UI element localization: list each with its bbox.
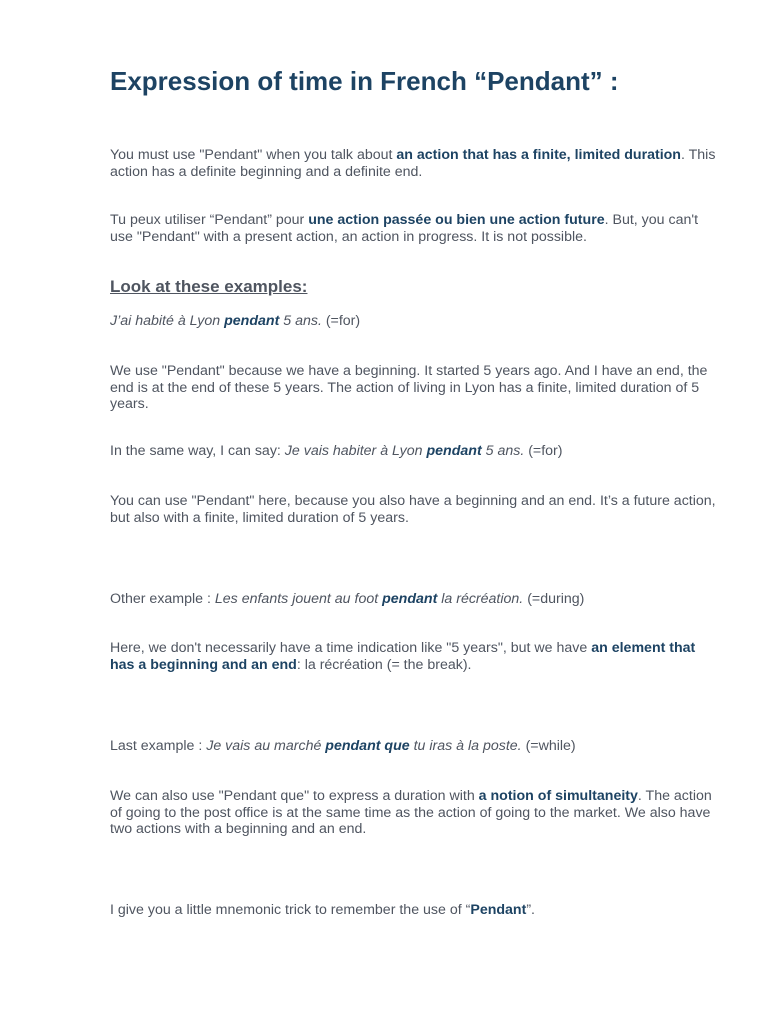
text: . This action has a definite beginning and a definite end. [110,147,716,180]
text: In the same way, I can say: [110,443,285,459]
keyword: pendant [382,591,438,607]
translation-note: (=while) [521,738,576,754]
french-text: la récréation. [437,591,524,607]
keyword: pendant [224,313,280,329]
example-1-explanation: We use "Pendant" because we have a beginning. It started 5 years ago. And I have an end, the end is at the end of these 5 years. The action of living in Lyon has a finite, limited duration of 5 years. [110,363,708,412]
text: I give you a little mnemonic trick to remember the use of “ [110,902,471,918]
french-text: 5 ans. [279,313,322,329]
example-3-explanation [110,640,720,673]
text: Other example : [110,591,215,607]
emphasis: Pendant [470,902,527,918]
translation-note: (=for) [321,313,361,329]
text: ”. [526,902,535,918]
translation-note: (=during) [523,591,585,607]
translation-note: (=for) [524,443,563,459]
example-1-sentence [110,313,720,330]
emphasis: an action that has a finite, limited duration [396,147,681,163]
text: We can also use "Pendant que" to express a duration with [110,788,479,804]
french-text: Les enfants jouent au foot [214,591,383,607]
examples-heading: Look at these examples: [110,277,308,296]
text: . But, you can't use "Pendant" with a present action, an action in progress. It is not possible. [110,212,699,245]
emphasis: une action passée ou bien une action future [308,212,605,228]
emphasis: an element that has a beginning and an end [110,640,696,673]
keyword: pendant [426,443,482,459]
french-text: Je vais au marché [206,738,326,754]
french-text: 5 ans. [481,443,525,459]
intro-paragraph-1 [110,147,720,180]
example-4-sentence [110,738,720,755]
emphasis: a notion of simultaneity [478,788,638,804]
closing-paragraph [110,902,720,919]
text: You must use "Pendant" when you talk about [110,147,397,163]
text: Last example : [110,738,207,754]
text: : la récréation (= the break). [296,656,472,673]
example-2-explanation: You can use "Pendant" here, because you also have a beginning and an end. It’s a future action, but also with a finite, limited duration of 5 years. [110,493,716,526]
text: . The action of going to the post office is at the same time as the action of going to the market. We also have two actions with a beginning and an end. [110,788,712,837]
text: Tu peux utiliser “Pendant” pour [110,212,309,228]
french-text: Je vais habiter à Lyon [284,443,427,459]
page-title: Expression of time in French “Pendant” : [110,66,619,96]
keyword: pendant que [325,738,410,754]
intro-paragraph-2 [110,212,720,245]
french-text: J’ai habité à Lyon [110,313,225,329]
example-2-sentence [110,443,720,460]
french-text: tu iras à la poste. [409,738,522,754]
example-3-sentence [110,591,720,608]
text: Here, we don't necessarily have a time indication like "5 years", but we have [110,640,592,656]
example-4-explanation [110,788,720,838]
